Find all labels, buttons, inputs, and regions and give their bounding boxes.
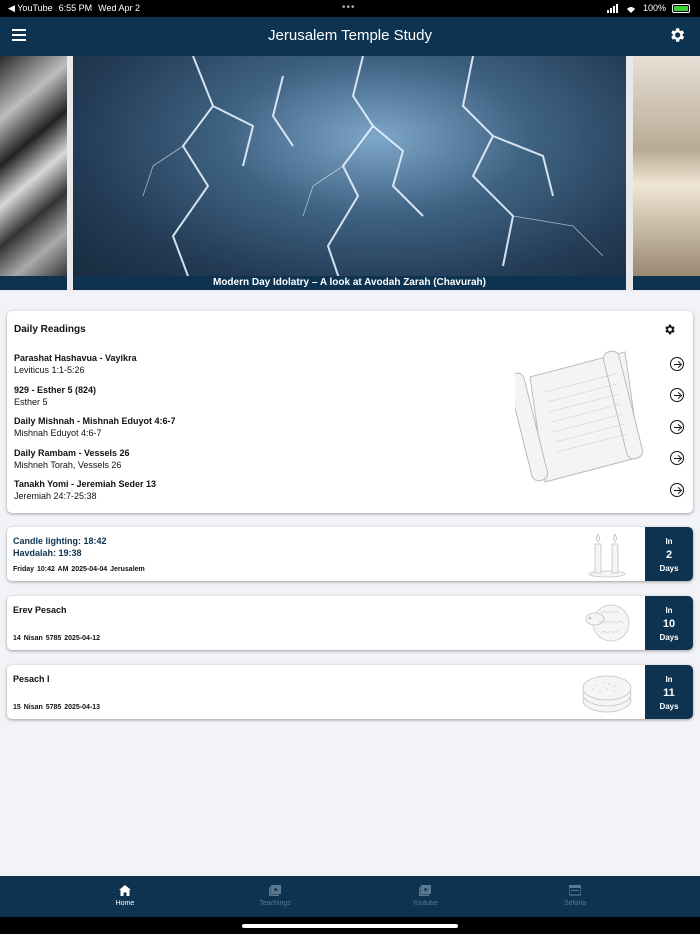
settings-gear-icon[interactable] [668,26,686,44]
reading-subtitle: Mishneh Torah, Vessels 26 [14,460,122,470]
daily-readings-title: Daily Readings [14,324,86,335]
reading-item[interactable] [14,416,614,438]
carousel-slide-next[interactable] [633,56,700,290]
wifi-icon [625,4,637,13]
page-title: Jerusalem Temple Study [268,27,432,44]
days-prefix: In [665,606,673,615]
home-indicator-area [0,917,700,934]
havdalah-time: Havdalah: 19:38 [13,548,82,558]
tab-label: Teachings [259,900,291,907]
back-to-app-link[interactable]: ◀ YouTube [8,3,53,13]
reading-item[interactable] [14,385,614,407]
reading-item[interactable] [14,479,614,501]
days-prefix: In [665,675,673,684]
carousel-slide-previous[interactable] [0,56,67,290]
event-title: Erev Pesach [13,605,67,615]
app-header [0,17,700,56]
daily-readings-card [7,311,693,513]
open-reading-arrow-icon[interactable] [670,357,684,371]
carousel-caption-bar [0,276,67,290]
reading-subtitle: Esther 5 [14,397,48,407]
reading-title: Daily Rambam - Vessels 26 [14,448,130,458]
days-prefix: In [665,537,673,546]
event-meta: 15 Nisan 5785 2025-04-13 [13,704,101,711]
event-title: Pesach I [13,674,50,684]
tab-home[interactable] [50,876,200,917]
tab-label: Sefaria [563,900,587,907]
status-bar [0,0,700,17]
featured-carousel[interactable] [0,56,700,291]
event-card-erev-pesach[interactable] [7,596,693,650]
lightning-image [73,56,626,290]
days-unit: Days [659,702,679,711]
event-meta: Friday 10:42 AM 2025-04-04 Jerusalem [13,566,145,573]
sefaria-icon [569,885,581,896]
reading-title: Tanakh Yomi - Jeremiah Seder 13 [14,479,157,489]
days-unit: Days [659,633,679,642]
open-reading-arrow-icon[interactable] [670,420,684,434]
reading-item[interactable] [14,353,614,375]
open-reading-arrow-icon[interactable] [670,388,684,402]
days-unit: Days [659,564,679,573]
days-until-badge [645,527,693,581]
lamb-icon [581,599,633,647]
reading-item[interactable] [14,448,614,470]
youtube-icon [419,885,431,896]
battery-percent: 100% [642,3,666,13]
matzah-icon [581,668,633,716]
teachings-icon [269,885,281,896]
readings-settings-gear-icon[interactable] [663,323,676,336]
reading-subtitle: Leviticus 1:1-5:26 [14,365,85,375]
candle-lighting-time: Candle lighting: 18:42 [13,536,107,546]
days-count: 10 [662,618,676,630]
days-count: 11 [663,687,675,699]
multitask-dots[interactable]: ••• [342,2,356,13]
reading-subtitle: Mishnah Eduyot 4:6-7 [14,428,102,438]
carousel-caption-bar [633,276,700,290]
open-reading-arrow-icon[interactable] [670,451,684,465]
bottom-tab-bar [0,876,700,917]
home-indicator[interactable] [242,924,458,928]
reading-title: Parashat Hashavua - Vayikra [14,353,137,363]
open-reading-arrow-icon[interactable] [670,483,684,497]
reading-title: Daily Mishnah - Mishnah Eduyot 4:6-7 [14,416,176,426]
tab-label: Home [115,900,135,907]
carousel-caption: Modern Day Idolatry – A look at Avodah Zarah (Chavurah) [73,276,626,290]
tab-sefaria[interactable] [500,876,650,917]
reading-title: 929 - Esther 5 (824) [14,385,97,395]
candles-icon [581,530,633,578]
days-until-badge [645,665,693,719]
event-card-shabbat[interactable] [7,527,693,581]
days-until-badge [645,596,693,650]
tab-label: Youtube [412,900,438,907]
home-icon [119,885,131,896]
tab-teachings[interactable] [200,876,350,917]
days-count: 2 [665,549,673,561]
event-card-pesach-i[interactable] [7,665,693,719]
signal-icon [607,4,619,13]
tab-youtube[interactable] [350,876,500,917]
status-time: 6:55 PM [58,3,93,13]
reading-subtitle: Jeremiah 24:7-25:38 [14,491,97,501]
carousel-slide-image[interactable] [73,56,626,290]
status-date: Wed Apr 2 [98,3,141,13]
battery-icon [672,4,690,13]
event-meta: 14 Nisan 5785 2025-04-12 [13,635,101,642]
